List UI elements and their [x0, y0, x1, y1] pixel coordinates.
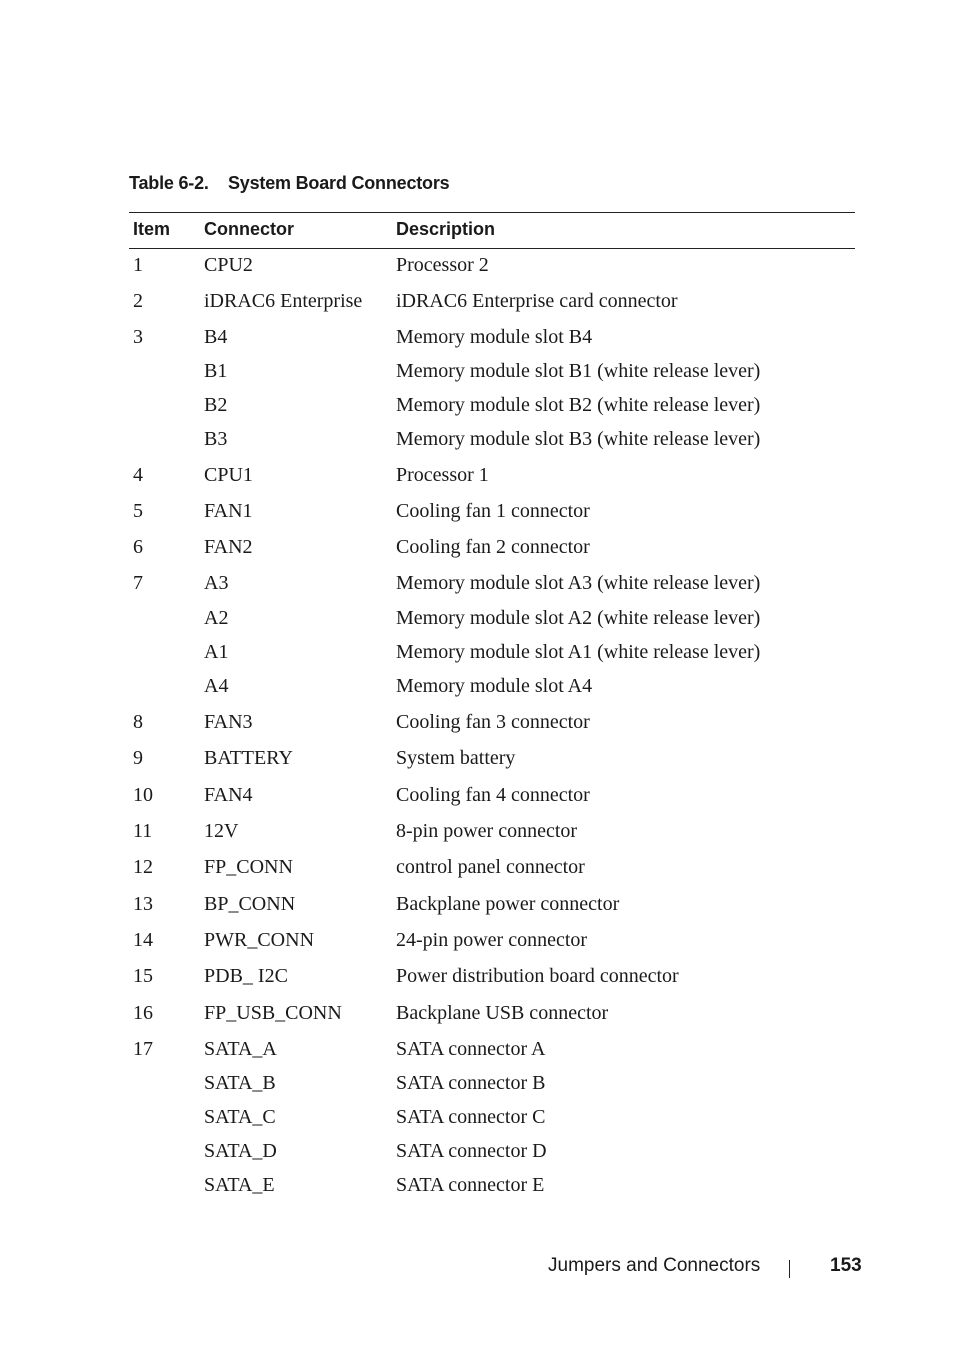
cell-description: Cooling fan 3 connector — [396, 711, 590, 733]
cell-connector: SATA_C — [204, 1106, 276, 1128]
cell-item: 8 — [133, 711, 143, 733]
cell-connector: A3 — [204, 572, 229, 594]
cell-connector: CPU1 — [204, 464, 253, 486]
table-row — [129, 711, 855, 739]
cell-item: 7 — [133, 572, 143, 594]
header-connector: Connector — [204, 219, 294, 239]
table-title: System Board Connectors — [228, 173, 450, 193]
cell-connector: FAN3 — [204, 711, 253, 733]
cell-connector: BATTERY — [204, 747, 293, 769]
cell-connector: B1 — [204, 360, 228, 382]
cell-description: Memory module slot B2 (white release lever) — [396, 394, 761, 416]
cell-description: Processor 1 — [396, 464, 489, 486]
cell-item: 1 — [133, 254, 143, 276]
cell-description: Memory module slot B1 (white release lever) — [396, 360, 761, 382]
cell-description: Cooling fan 4 connector — [396, 784, 590, 806]
table-row — [129, 394, 855, 422]
table-row — [129, 464, 855, 492]
cell-item: 10 — [133, 784, 153, 806]
table-row — [129, 856, 855, 884]
table-caption — [129, 173, 449, 194]
cell-item: 2 — [133, 290, 143, 312]
cell-connector: 12V — [204, 820, 239, 842]
cell-connector: FAN1 — [204, 500, 253, 522]
table-row — [129, 290, 855, 318]
cell-description: SATA connector D — [396, 1140, 547, 1162]
page-number: 153 — [830, 1255, 862, 1276]
table-row — [129, 1002, 855, 1030]
cell-item: 3 — [133, 326, 143, 348]
cell-description: 24-pin power connector — [396, 929, 588, 951]
connectors-table — [129, 212, 855, 1209]
table-row — [129, 1038, 855, 1066]
cell-item: 15 — [133, 965, 153, 987]
cell-description: Memory module slot B4 — [396, 326, 593, 348]
table-row — [129, 500, 855, 528]
table-row — [129, 1140, 855, 1168]
cell-connector: B2 — [204, 394, 228, 416]
cell-description: Backplane power connector — [396, 893, 620, 915]
cell-item: 16 — [133, 1002, 153, 1024]
cell-description: SATA connector C — [396, 1106, 546, 1128]
table-row — [129, 820, 855, 848]
table-row — [129, 1072, 855, 1100]
footer-separator — [789, 1260, 790, 1278]
cell-description: Memory module slot A2 (white release lever) — [396, 607, 761, 629]
cell-connector: A1 — [204, 641, 229, 663]
cell-description: Cooling fan 1 connector — [396, 500, 590, 522]
cell-description: System battery — [396, 747, 516, 769]
cell-item: 5 — [133, 500, 143, 522]
table-row — [129, 784, 855, 812]
cell-item: 11 — [133, 820, 153, 842]
cell-connector: FAN2 — [204, 536, 253, 558]
cell-description: 8-pin power connector — [396, 820, 578, 842]
header-item: Item — [133, 219, 171, 239]
cell-connector: SATA_A — [204, 1038, 277, 1060]
cell-connector: B4 — [204, 326, 228, 348]
cell-item: 13 — [133, 893, 153, 915]
cell-item: 12 — [133, 856, 153, 878]
cell-connector: FP_CONN — [204, 856, 293, 878]
cell-connector: B3 — [204, 428, 228, 450]
cell-connector: SATA_E — [204, 1174, 275, 1196]
table-row — [129, 428, 855, 456]
cell-connector: A4 — [204, 675, 229, 697]
table-row — [129, 1174, 855, 1202]
table-row — [129, 893, 855, 921]
cell-description: Cooling fan 2 connector — [396, 536, 590, 558]
table-header — [129, 213, 855, 248]
cell-description: SATA connector E — [396, 1174, 545, 1196]
cell-item: 6 — [133, 536, 143, 558]
table-number: Table 6-2. — [129, 173, 209, 193]
cell-connector: FP_USB_CONN — [204, 1002, 342, 1024]
cell-description: Memory module slot B3 (white release lever) — [396, 428, 761, 450]
cell-description: Power distribution board connector — [396, 965, 679, 987]
cell-description: SATA connector B — [396, 1072, 546, 1094]
cell-item: 17 — [133, 1038, 153, 1060]
table-row — [129, 607, 855, 635]
cell-description: Memory module slot A4 — [396, 675, 593, 697]
table-row — [129, 536, 855, 564]
cell-connector: A2 — [204, 607, 229, 629]
cell-description: iDRAC6 Enterprise card connector — [396, 290, 678, 312]
cell-item: 4 — [133, 464, 143, 486]
cell-description: Memory module slot A3 (white release lever) — [396, 572, 761, 594]
cell-connector: PDB_ I2C — [204, 965, 288, 987]
cell-connector: BP_CONN — [204, 893, 296, 915]
table-row — [129, 747, 855, 775]
cell-connector: CPU2 — [204, 254, 253, 276]
cell-item: 9 — [133, 747, 143, 769]
cell-description: SATA connector A — [396, 1038, 546, 1060]
cell-connector: iDRAC6 Enterprise — [204, 290, 363, 312]
cell-connector: FAN4 — [204, 784, 253, 806]
table-row — [129, 965, 855, 993]
cell-description: Backplane USB connector — [396, 1002, 609, 1024]
cell-description: Memory module slot A1 (white release lever) — [396, 641, 761, 663]
cell-connector: SATA_D — [204, 1140, 277, 1162]
table-row — [129, 675, 855, 703]
cell-description: control panel connector — [396, 856, 585, 878]
table-row — [129, 326, 855, 354]
footer-section-title: Jumpers and Connectors — [548, 1255, 761, 1276]
cell-description: Processor 2 — [396, 254, 489, 276]
cell-connector: SATA_B — [204, 1072, 276, 1094]
table-row — [129, 1106, 855, 1134]
table-row — [129, 572, 855, 600]
cell-connector: PWR_CONN — [204, 929, 315, 951]
header-description: Description — [396, 219, 496, 239]
table-row — [129, 641, 855, 669]
table-body — [129, 249, 855, 1209]
table-row — [129, 360, 855, 388]
table-row — [129, 254, 855, 282]
cell-item: 14 — [133, 929, 153, 951]
table-row — [129, 929, 855, 957]
